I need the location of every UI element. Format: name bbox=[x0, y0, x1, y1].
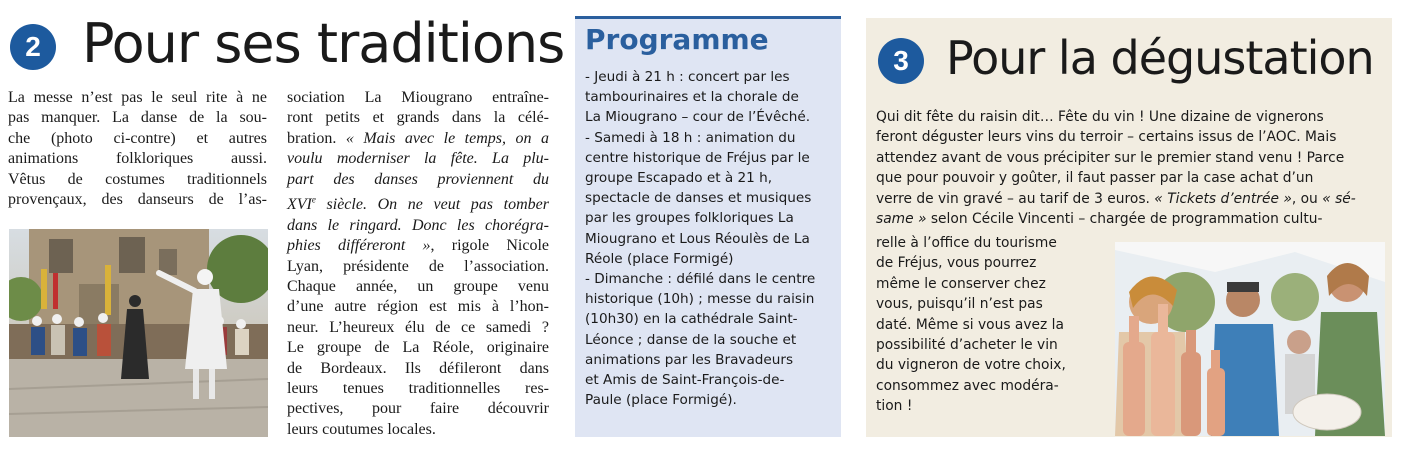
text-line: feront déguster leurs vins du terroir – certains issus de l’AOC. Mais bbox=[876, 129, 1337, 146]
programme-list bbox=[585, 67, 835, 410]
text-line: (10h30) en la cathédrale Saint- bbox=[585, 311, 798, 328]
text-line: leurs tenues traditionnelles res- bbox=[287, 380, 549, 398]
degustation-box bbox=[866, 18, 1392, 437]
text-line: vous, puisqu’il n’est pas bbox=[876, 296, 1043, 313]
text-line: same » selon Cécile Vincenti – chargée de programmation cultu- bbox=[876, 211, 1323, 228]
article-column-2 bbox=[287, 88, 549, 440]
text-line: groupe Escapado et à 21 h, bbox=[585, 170, 773, 187]
text-line: La messe n’est pas le seul rite à ne bbox=[8, 89, 267, 106]
text-line: et Amis de Saint-François-de- bbox=[585, 372, 785, 389]
text-line: que pour pouvoir y goûter, il faut passer par la case achat d’un bbox=[876, 170, 1314, 187]
text-line: voulu moderniser la fête. La plu- bbox=[287, 150, 549, 168]
programme-title: Programme bbox=[585, 23, 769, 56]
text-line: d’une autre région est mis à l’hon- bbox=[287, 298, 549, 316]
text-line: - Jeudi à 21 h : concert par les bbox=[585, 69, 790, 85]
text-line: Lyan, présidente de l’association. bbox=[287, 257, 549, 275]
text-line: part des danses proviennent du bbox=[287, 170, 549, 188]
text-line: sociation La Miougrano entraîne- bbox=[287, 89, 549, 106]
text-line: Le groupe de La Réole, originaire bbox=[287, 339, 549, 357]
section-number-badge bbox=[10, 24, 56, 70]
text-line: spectacle de danses et musiques bbox=[585, 190, 812, 207]
text-line: historique (10h) ; messe du raisin bbox=[585, 291, 815, 308]
text-line: ront petits et grands dans la célé- bbox=[287, 109, 549, 127]
text-line: Léonce ; danse de la souche et bbox=[585, 331, 797, 348]
text-line: - Dimanche : défilé dans le centre bbox=[585, 271, 816, 288]
section-title: Pour la dégustation bbox=[946, 31, 1374, 85]
text-line: provençaux, des danseurs de l’as- bbox=[8, 191, 267, 209]
text-line: phies différeront », rigole Nicole bbox=[287, 237, 549, 255]
text-line: dans le ringard. Donc les chorégra- bbox=[287, 216, 549, 234]
text-line: Paule (place Formigé). bbox=[585, 392, 737, 409]
section-number: 3 bbox=[893, 45, 909, 76]
article-column-1 bbox=[8, 88, 267, 210]
wine-tasting-photo bbox=[1115, 242, 1385, 436]
section-title: Pour ses traditions bbox=[82, 12, 565, 75]
text-line: leurs coutumes locales. bbox=[287, 420, 436, 438]
text-line: Vêtus de costumes traditionnels bbox=[8, 170, 267, 188]
text-line: animations par les Bravadeurs bbox=[585, 351, 794, 368]
text-line: attendez avant de vous précipiter sur le premier stand venu ! Parce bbox=[876, 149, 1345, 166]
text-line: - Samedi à 18 h : animation du bbox=[585, 129, 796, 146]
text-line: pas manquer. La danse de la sou- bbox=[8, 109, 267, 127]
section-number: 2 bbox=[25, 31, 41, 62]
programme-box bbox=[575, 16, 841, 437]
degustation-text-narrow bbox=[876, 233, 1066, 417]
dancers-photo bbox=[9, 229, 268, 437]
text-line: Réole (place Formigé) bbox=[585, 250, 734, 267]
section-number-badge bbox=[878, 38, 924, 84]
text-line: par les groupes folkloriques La bbox=[585, 210, 794, 227]
degustation-text-full bbox=[876, 107, 1356, 229]
text-line: Qui dit fête du raisin dit… Fête du vin ! Une dizaine de vignerons bbox=[876, 109, 1324, 125]
text-line: daté. Même si vous avez la bbox=[876, 316, 1064, 333]
text-line: consommez avec modéra- bbox=[876, 377, 1059, 394]
text-line: pectives, pour faire découvrir bbox=[287, 400, 549, 418]
text-line: animations folkloriques aussi. bbox=[8, 150, 267, 168]
text-line: possibilité d’acheter le vin bbox=[876, 337, 1058, 354]
text-line: de Fréjus, vous pourrez bbox=[876, 255, 1037, 272]
text-line: Chaque année, un groupe venu bbox=[287, 277, 549, 295]
text-line: tambourinaires et la chorale de bbox=[585, 89, 799, 106]
text-line: La Miougrano – cour de l’Évêché. bbox=[585, 109, 811, 126]
text-line: même le conserver chez bbox=[876, 275, 1046, 292]
text-line: relle à l’office du tourisme bbox=[876, 235, 1057, 251]
text-line: Miougrano et Lous Réoulès de La bbox=[585, 230, 810, 247]
text-line: de Bordeaux. Ils défileront dans bbox=[287, 359, 549, 377]
text-line: che (photo ci-contre) et autres bbox=[8, 129, 267, 147]
text-line: du vigneron de votre choix, bbox=[876, 357, 1066, 374]
text-line: neur. L’heureux élu de ce samedi ? bbox=[287, 318, 549, 336]
text-line: bration. « Mais avec le temps, on a bbox=[287, 129, 549, 147]
text-line: verre de vin gravé – au tarif de 3 euros. « Tickets d’entrée », ou « sé- bbox=[876, 190, 1356, 207]
text-line: XVIe siècle. On ne veut pas tomber bbox=[287, 195, 549, 214]
text-line: tion ! bbox=[876, 398, 913, 415]
text-line: centre historique de Fréjus par le bbox=[585, 149, 810, 166]
